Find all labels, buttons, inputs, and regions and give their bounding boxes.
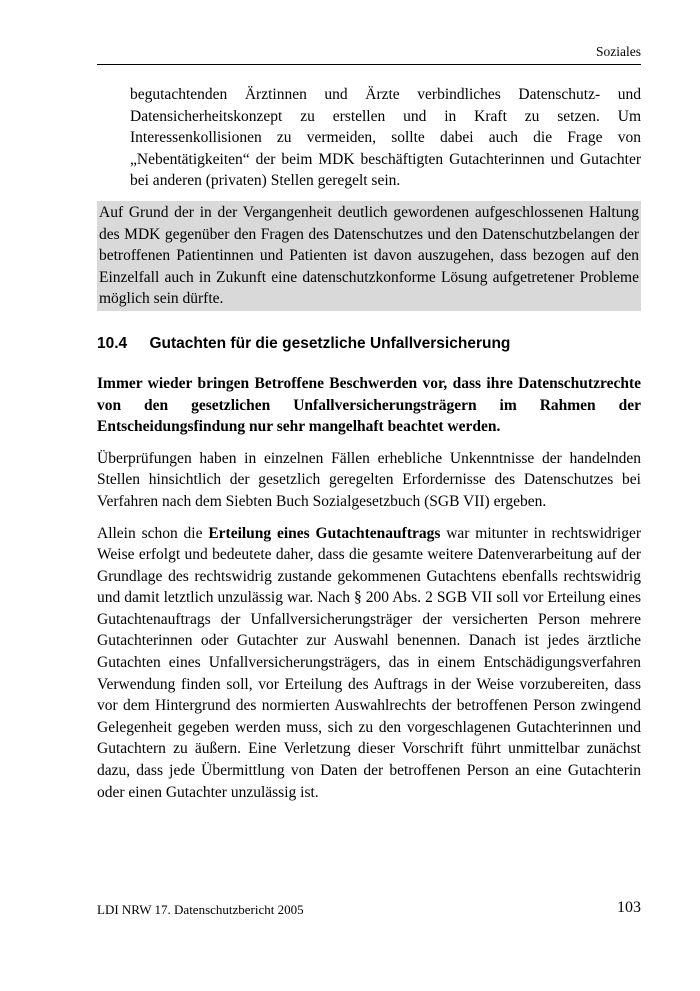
paragraph-erteilung-after: war mitunter in rechtswidriger Weise erfolgt und bedeutete daher, dass die gesamte weitere Datenverarbeitung auf der Grundlage des rechtswidrig zustande gekommenen Gutachtens ebenfalls rechtswidrig und damit letztlich unzulässig war. Nach § 200 Abs. 2 SGB VII soll vor Erteilung eines Gutachtenauftrags der Unfallversicherungsträger der versicherten Person mehrere Gutachterinnen oder Gutachter zur Auswahl benennen. Danach ist jedes ärztliche Gutachten eines Unfallversicherungsträgers, das in einem Entschädigungsverfahren Verwendung finden soll, vor Erteilung des Auftrags in der Weise vorzubereiten, dass vor dem Hintergrund des normierten Auswahlrechts der betroffenen Person zwingend Gelegenheit gegeben werden muss, sich zu den vorgeschlagenen Gutachterinnen und Gutachtern zu äußern. Eine Verletzung dieser Vorschrift führt unmittelbar zunächst dazu, dass jede Übermittlung von Daten der betroffenen Person an eine Gutachterin oder einen Gutachter unzulässig ist.: [97, 524, 642, 801]
running-head-section-label: Soziales: [596, 44, 641, 59]
section-number: 10.4: [97, 334, 128, 352]
section-heading: [97, 335, 641, 353]
paragraph-erteilung-bold-phrase: Erteilung eines Gutachtenauftrags: [208, 524, 441, 542]
highlighted-paragraph: Auf Grund der in der Vergangenheit deutlich gewordenen aufgeschlossenen Haltung des MDK gegenüber den Fragen des Datenschutzes und den Datenschutzbelangen der betroffenen Patientinnen und Patienten ist davon auszugehen, dass bezogen auf den Einzelfall auch in Zukunft eine datenschutzkonforme Lösung aufgetretener Probleme möglich sein dürfte.: [97, 201, 641, 311]
lead-paragraph: Immer wieder bringen Betroffene Beschwerden vor, dass ihre Datenschutzrechte von den gesetzlichen Unfallversicherungsträgern im Rahmen der Entscheidungsfindung nur sehr mangelhaft beachtet werden.: [97, 374, 641, 436]
header-rule: [97, 64, 641, 65]
footer-report-title: LDI NRW 17. Datenschutzbericht 2005: [97, 902, 304, 917]
page-number: 103: [617, 899, 641, 916]
page-content: [97, 84, 641, 813]
paragraph-erteilung: [97, 523, 641, 804]
paragraph-erteilung-before: Allein schon die: [97, 524, 209, 542]
continuation-paragraph: begutachtenden Ärztinnen und Ärzte verbindliches Datenschutz- und Datensicherheitskonzept zu erstellen und in Kraft zu setzen. Um Interessenkollisionen zu vermeiden, sollte dabei auch die Frage von „Nebentätigkeiten“ der beim MDK beschäftigten Gutachterinnen und Gutachter bei anderen (privaten) Stellen geregelt sein.: [130, 86, 641, 190]
page-header: [97, 44, 641, 60]
section-title: Gutachten für die gesetzliche Unfallversicherung: [149, 334, 511, 352]
paragraph-unkenntnisse: Überprüfungen haben in einzelnen Fällen erhebliche Unkenntnisse der handelnden Stellen hinsichtlich der gesetzlich geregelten Erfordernisse des Datenschutzes bei Verfahren nach dem Siebten Buch Sozialgesetzbuch (SGB VII) ergeben.: [97, 449, 641, 510]
